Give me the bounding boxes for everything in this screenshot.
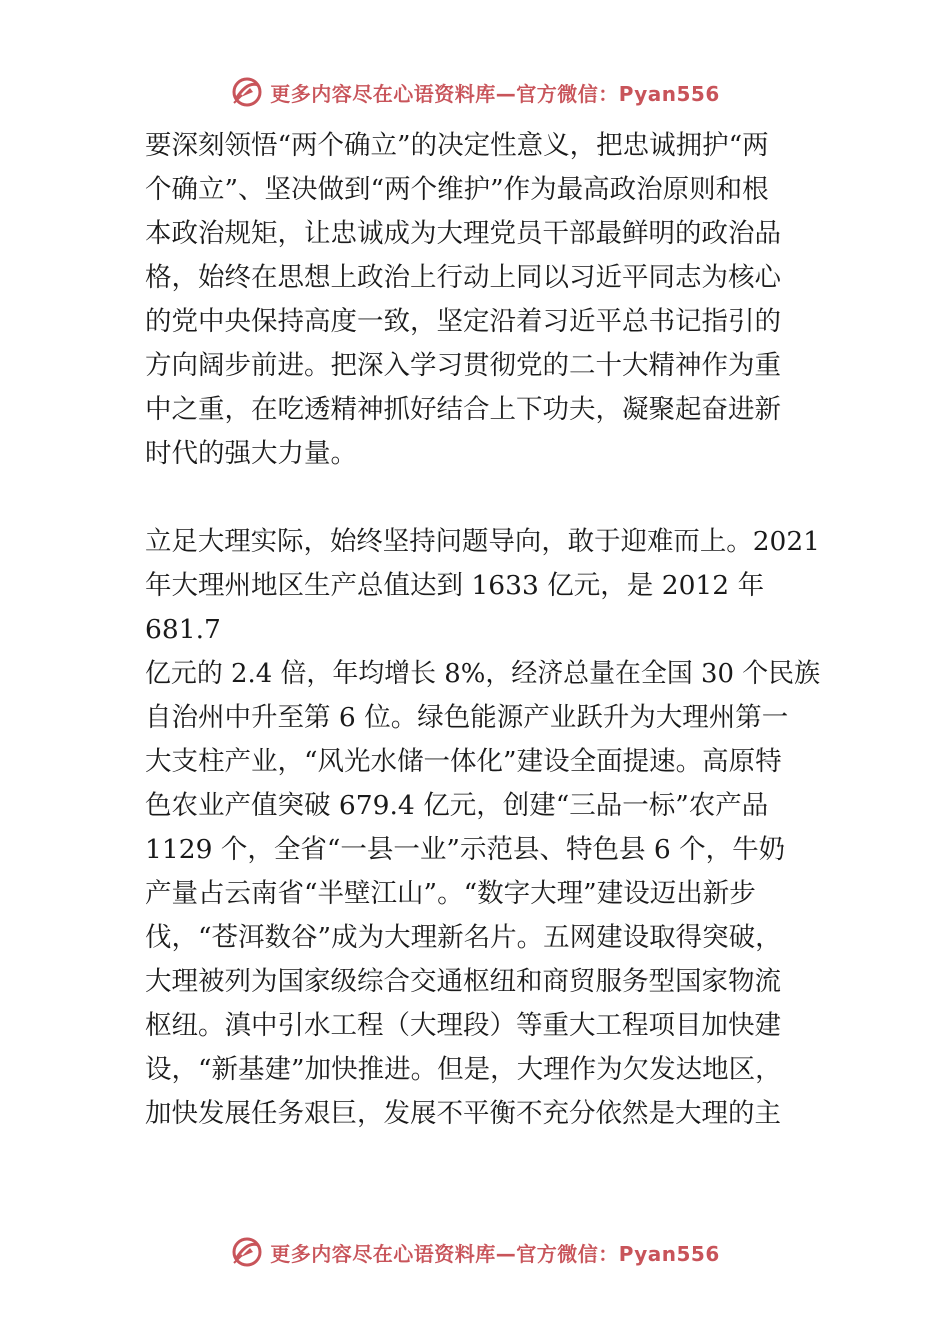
- text-line: 本政治规矩，让忠诚成为大理党员干部最鲜明的政治品: [145, 218, 781, 249]
- header-banner-text: 更多内容尽在心语资料库—官方微信：Pyan556: [270, 81, 720, 106]
- text-line: 大支柱产业，“风光水储一体化”建设全面提速。高原特: [145, 746, 782, 777]
- header-banner: [0, 70, 950, 114]
- text-line: 设，“新基建”加快推进。但是，大理作为欠发达地区，: [145, 1054, 782, 1085]
- text-line: 时代的强大力量。: [145, 438, 357, 469]
- text-line: 格，始终在思想上政治上行动上同以习近平同志为核心: [145, 262, 781, 293]
- text-line: 681.7: [145, 614, 221, 645]
- text-line: 自治州中升至第 6 位。绿色能源产业跃升为大理州第一: [145, 702, 789, 733]
- text-line: 的党中央保持高度一致，坚定沿着习近平总书记指引的: [145, 306, 781, 337]
- text-line: 方向阔步前进。把深入学习贯彻党的二十大精神作为重: [145, 350, 781, 381]
- text-line: 产量占云南省“半壁江山”。“数字大理”建设迈出新步: [145, 878, 756, 909]
- text-line: 枢纽。滇中引水工程（大理段）等重大工程项目加快建: [145, 1010, 781, 1041]
- logo-icon: [230, 1235, 264, 1269]
- text-line: 伐，“苍洱数谷”成为大理新名片。五网建设取得突破，: [145, 922, 782, 953]
- text-line: 加快发展任务艰巨，发展不平衡不充分依然是大理的主: [145, 1098, 781, 1129]
- document-body: [145, 124, 820, 1136]
- text-line: 个确立”、坚决做到“两个维护”作为最高政治原则和根: [145, 174, 769, 205]
- text-line: 大理被列为国家级综合交通枢纽和商贸服务型国家物流: [145, 966, 781, 997]
- paragraph-1: [145, 124, 820, 476]
- paragraph-2: [145, 520, 820, 1136]
- text-line: 中之重，在吃透精神抓好结合上下功夫，凝聚起奋进新: [145, 394, 781, 425]
- text-line: 亿元的 2.4 倍，年均增长 8%，经济总量在全国 30 个民族: [145, 658, 821, 689]
- text-line: 1129 个，全省“一县一业”示范县、特色县 6 个，牛奶: [145, 834, 786, 865]
- logo-icon: [230, 75, 264, 109]
- footer-banner: [0, 1230, 950, 1274]
- text-line: 要深刻领悟“两个确立”的决定性意义，把忠诚拥护“两: [145, 130, 769, 161]
- text-line: 年大理州地区生产总值达到 1633 亿元，是 2012 年: [145, 570, 765, 601]
- text-line: 色农业产值突破 679.4 亿元，创建“三品一标”农产品: [145, 790, 769, 821]
- footer-banner-text: 更多内容尽在心语资料库—官方微信：Pyan556: [270, 1241, 720, 1266]
- text-line: 立足大理实际，始终坚持问题导向，敢于迎难而上。2021: [145, 526, 820, 557]
- paragraph-gap: [145, 476, 820, 520]
